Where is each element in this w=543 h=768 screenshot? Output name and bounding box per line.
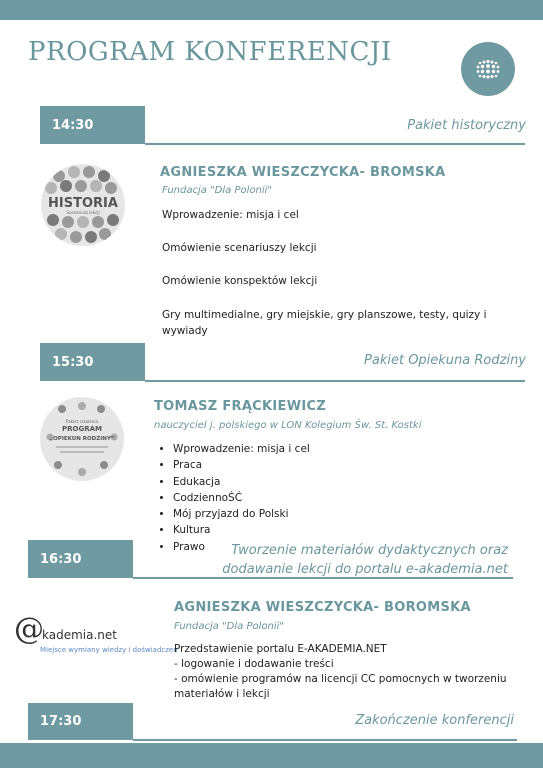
agenda-item: Przedstawienie portalu E-AKADEMIA.NET <box>174 643 387 655</box>
agenda-item: wywiady <box>162 325 208 337</box>
bottom-band <box>0 743 543 768</box>
speaker-organization: Fundacja "Dla Polonii" <box>162 185 273 196</box>
logo-tagline: Miejsce wymiany wiedzy i doświadczeń <box>40 646 178 654</box>
at-sign-icon: @ <box>14 612 44 647</box>
list-item: • CodziennoŚĆ <box>173 490 310 506</box>
historia-image <box>41 164 125 246</box>
list-item: • Edukacja <box>173 474 310 490</box>
packet-title-line: dodawanie lekcji do portalu e-akademia.net <box>222 562 508 577</box>
list-item: • Kultura <box>173 522 310 538</box>
divider-line <box>145 380 525 382</box>
agenda-item: Gry multimedialne, gry miejskie, gry planszowe, testy, quizy i <box>162 309 487 321</box>
speaker-name: TOMASZ FRĄCKIEWICZ <box>154 399 327 414</box>
divider-line <box>145 143 525 145</box>
historia-image-word: HISTORIA <box>48 196 118 211</box>
opiekun-rodziny-image <box>40 397 124 481</box>
list-item: • Wprowadzenie: misja i cel <box>173 441 310 457</box>
speaker-name: AGNIESZKA WIESZCZYCKA- BOROMSKA <box>174 600 471 615</box>
time-badge: 16:30 <box>28 540 133 578</box>
opiekun-image-program: PROGRAM <box>62 425 102 433</box>
agenda-list <box>155 441 310 555</box>
packet-title: Pakiet Opiekuna Rodziny <box>364 353 526 368</box>
speaker-name: AGNIESZKA WIESZCZYCKA- BROMSKA <box>160 165 446 180</box>
agenda-item: materiałów i lekcji <box>174 688 270 700</box>
packet-title: Zakończenie konferencji <box>355 713 514 728</box>
top-band <box>0 0 543 20</box>
dots-logo-icon <box>461 42 515 96</box>
agenda-item: Omówienie scenariuszy lekcji <box>162 242 317 254</box>
agenda-item: Omówienie konspektów lekcji <box>162 275 318 287</box>
packet-title <box>180 541 508 579</box>
speaker-organization: nauczyciel j. polskiego w LON Kolegium Św. St. Kostki <box>154 420 422 431</box>
time-badge: 17:30 <box>28 703 133 740</box>
time-badge: 15:30 <box>40 343 145 381</box>
conference-logo <box>461 42 515 96</box>
divider-line <box>133 739 517 741</box>
list-item: • Mój przyjazd do Polski <box>173 506 310 522</box>
packet-title: Pakiet historyczny <box>407 118 526 133</box>
time-badge: 14:30 <box>40 106 145 144</box>
page-title: PROGRAM KONFERENCJI <box>28 37 392 67</box>
historia-image-subtitle: Scenariusz lekcji <box>66 210 100 215</box>
speaker-organization: Fundacja "Dla Polonii" <box>174 621 285 632</box>
packet-title-line: Tworzenie materiałów dydaktycznych oraz <box>231 543 508 558</box>
agenda-items <box>174 642 524 702</box>
list-item: • Praca <box>173 457 310 473</box>
e-akademia-logo <box>14 612 178 662</box>
opiekun-image-title: „OPIEKUN RODZINY” <box>49 436 115 442</box>
logo-name: kademia.net <box>42 628 117 642</box>
agenda-item: Wprowadzenie: misja i cel <box>162 209 299 221</box>
agenda-item: - logowanie i dodawanie treści <box>174 658 334 670</box>
opiekun-image-label-small: Pakiet szkolenia <box>66 419 98 424</box>
agenda-item: - omówienie programów na licencji CC pomocnych w tworzeniu <box>174 673 507 685</box>
list-item: • Prawo <box>173 539 310 555</box>
